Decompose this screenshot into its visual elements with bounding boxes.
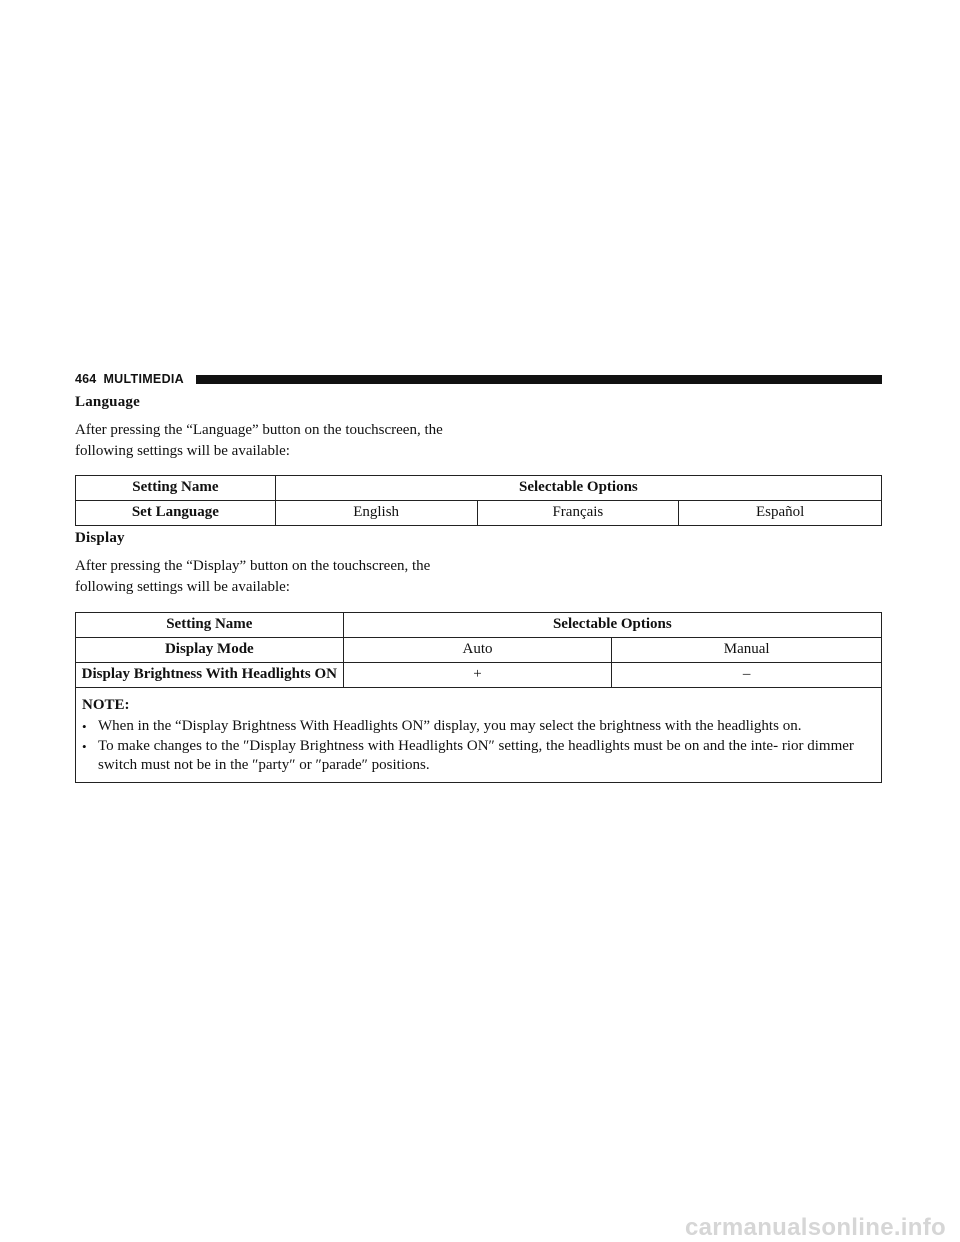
- note-bullet: [82, 737, 875, 775]
- language-intro: After pressing the “Language” button on the touchscreen, the following settings will be available:: [75, 422, 443, 459]
- table-row: [76, 638, 882, 663]
- column-header-selectable-options: Selectable Options: [275, 476, 881, 501]
- table-row: [76, 501, 882, 526]
- note-bullet: [82, 717, 875, 736]
- setting-name-cell: Set Language: [76, 501, 276, 526]
- option-cell: +: [343, 663, 612, 688]
- setting-name-cell: Display Brightness With Headlights ON: [76, 663, 344, 688]
- option-cell: –: [612, 663, 882, 688]
- column-header-setting-name: Setting Name: [76, 613, 344, 638]
- page-header: [75, 370, 882, 388]
- option-cell: Français: [477, 501, 679, 526]
- bullet-icon: •: [82, 719, 87, 734]
- column-header-setting-name: Setting Name: [76, 476, 276, 501]
- table-row: [76, 663, 882, 688]
- option-cell: Manual: [612, 638, 882, 663]
- note-text: When in the “Display Brightness With Headlights ON” display, you may select the brightness with the headlights on.: [98, 718, 802, 734]
- display-heading: Display: [75, 530, 125, 546]
- table-header-row: [76, 476, 882, 501]
- section-title: MULTIMEDIA: [103, 372, 185, 386]
- note-row: [76, 688, 882, 783]
- display-intro: After pressing the “Display” button on the touchscreen, the following settings will be available:: [75, 558, 431, 595]
- option-cell: Auto: [343, 638, 612, 663]
- option-cell: Español: [679, 501, 882, 526]
- language-settings-table: [75, 475, 882, 526]
- setting-name-cell: Display Mode: [76, 638, 344, 663]
- bullet-icon: •: [82, 739, 87, 754]
- column-header-selectable-options: Selectable Options: [343, 613, 881, 638]
- header-rule: [196, 375, 882, 384]
- note-text: To make changes to the ″Display Brightness with Headlights ON″ setting, the headlights must be on and the inte- rior dimmer switch must not be in the ″party″ or ″parade″ positions.: [98, 738, 854, 773]
- note-cell: [76, 688, 882, 783]
- watermark: carmanualsonline.info: [684, 1214, 946, 1241]
- page-number: 464: [75, 372, 97, 386]
- note-title: NOTE:: [82, 697, 130, 713]
- display-settings-table: [75, 612, 882, 783]
- option-cell: English: [275, 501, 477, 526]
- table-header-row: [76, 613, 882, 638]
- language-heading: Language: [75, 394, 140, 410]
